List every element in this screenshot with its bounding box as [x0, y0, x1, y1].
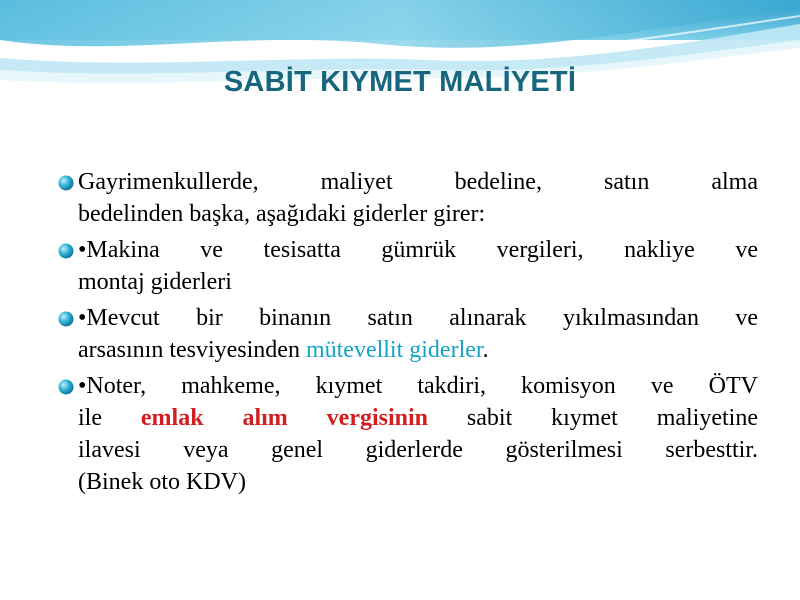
- bullet-text-segment: ile: [78, 405, 141, 431]
- bullet-line: (Binek oto KDV): [78, 469, 246, 495]
- bullet-sphere-icon: [58, 175, 74, 191]
- bullet-sphere-icon: [58, 243, 74, 259]
- bullet-line: ilavesi veya genel giderlerde gösterilmesi serbesttir.: [78, 437, 758, 463]
- bullet-line: [78, 402, 758, 434]
- bullet-line: •Makina ve tesisatta gümrük vergileri, nakliye ve: [78, 237, 758, 263]
- bullet-sphere-icon: [58, 379, 74, 395]
- bullet-line: bedelinden başka, aşağıdaki giderler girer:: [78, 201, 486, 227]
- bullet-line: •Noter, mahkeme, kıymet takdiri, komisyon ve ÖTV: [78, 373, 758, 399]
- highlight-emlak-alim-vergisi: emlak alım vergisinin: [140, 405, 429, 431]
- bullet-text-segment: arsasının tesviyesinden: [78, 337, 306, 363]
- bullet-item-2: [58, 234, 758, 298]
- bullet-list: [58, 166, 758, 502]
- bullet-line: montaj giderleri: [78, 269, 232, 295]
- bullet-line: •Mevcut bir binanın satın alınarak yıkılmasından ve: [78, 305, 758, 331]
- bullet-item-3: [58, 302, 758, 366]
- bullet-line: Gayrimenkullerde, maliyet bedeline, satın alma: [78, 169, 758, 195]
- bullet-line: [78, 334, 758, 366]
- bullet-sphere-icon: [58, 311, 74, 327]
- bullet-text: [78, 234, 758, 298]
- bullet-text: [78, 302, 758, 366]
- bullet-text-segment: .: [482, 337, 489, 363]
- highlight-mutevellit-giderler: mütevellit giderler: [305, 337, 483, 363]
- bullet-text: [78, 370, 758, 498]
- bullet-item-4: [58, 370, 758, 498]
- bullet-item-1: [58, 166, 758, 230]
- bullet-text: [78, 166, 758, 230]
- bullet-text-segment: sabit kıymet maliyetine: [428, 405, 758, 431]
- slide-title: SABİT KIYMET MALİYETİ: [223, 66, 577, 98]
